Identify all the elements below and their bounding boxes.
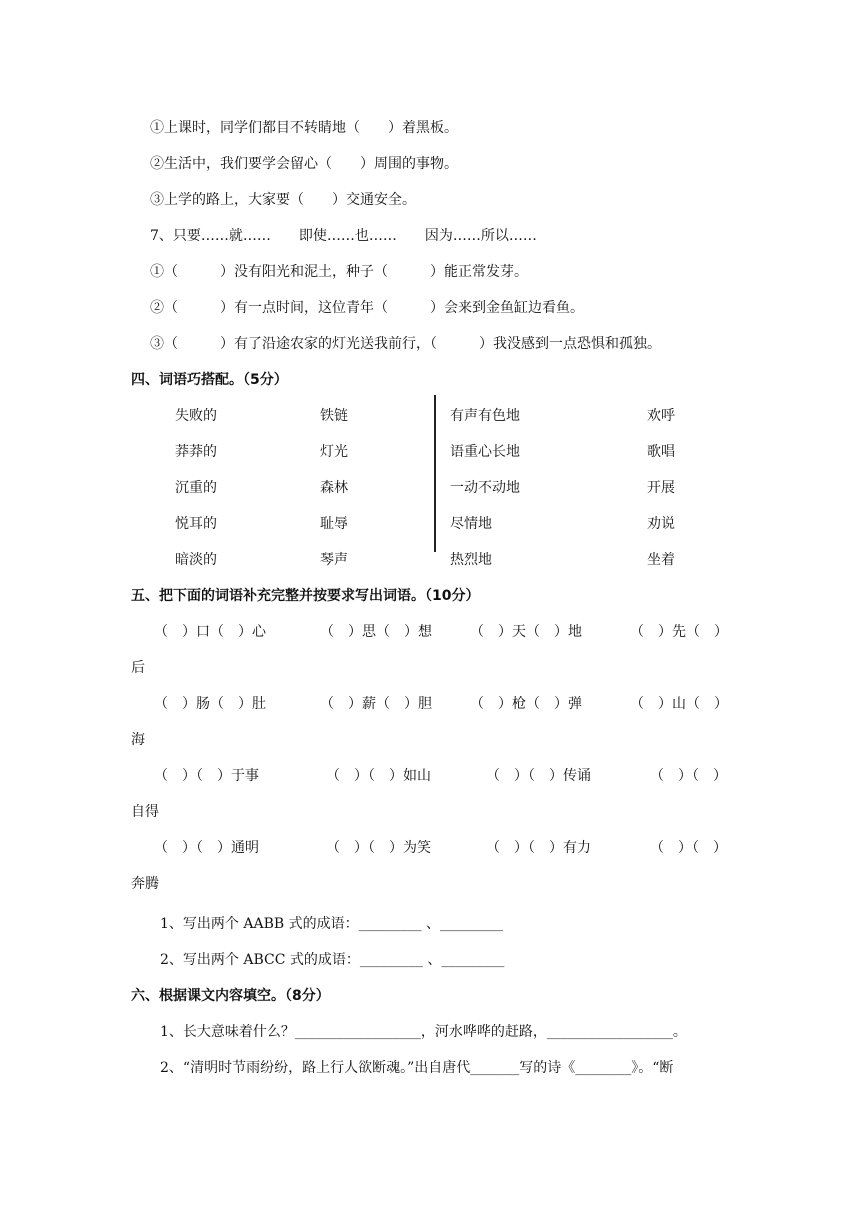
word-col3-item: 语重心长地 bbox=[450, 444, 520, 460]
idiom-row-3-wrap: 自得 bbox=[131, 804, 159, 820]
section-6-question-2: 2、“清明时节雨纷纷，路上行人欲断魂。”出自唐代_______写的诗《________》。“断 bbox=[160, 1060, 674, 1076]
q6-sentence-3: ③上学的路上，大家要（ ）交通安全。 bbox=[150, 192, 416, 208]
word-col1-item: 暗淡的 bbox=[175, 552, 217, 568]
idiom-blank: （ ）肠（ ）肚 bbox=[154, 696, 266, 712]
word-col3-item: 尽情地 bbox=[450, 516, 492, 532]
idiom-blank: （ ）先（ ） bbox=[630, 624, 728, 640]
idiom-blank: （ ）枪（ ）弹 bbox=[470, 696, 582, 712]
q7-sentence-1: ①（ ）没有阳光和泥土，种子（ ）能正常发芽。 bbox=[150, 264, 528, 280]
aabb-question: 1、写出两个 AABB 式的成语：_________ 、_________ bbox=[160, 916, 504, 932]
section-5-title: 五、把下面的词语补充完整并按要求写出词语。（10分） bbox=[131, 588, 480, 604]
column-divider bbox=[434, 395, 436, 552]
idiom-blank: （ ）（ ）为笑 bbox=[326, 840, 431, 856]
idiom-row-1-wrap: 后 bbox=[131, 660, 145, 676]
word-col2-item: 耻辱 bbox=[320, 516, 348, 532]
section-6-title: 六、根据课文内容填空。（8分） bbox=[131, 988, 330, 1004]
idiom-blank: （ ）口（ ）心 bbox=[154, 624, 266, 640]
idiom-row-4-wrap: 奔腾 bbox=[131, 876, 159, 892]
word-col2-item: 铁链 bbox=[320, 408, 348, 424]
idiom-blank: （ ）思（ ）想 bbox=[320, 624, 432, 640]
q7-sentence-3: ③（ ）有了沿途农家的灯光送我前行，（ ）我没感到一点恐惧和孤独。 bbox=[150, 336, 661, 352]
word-col4-item: 欢呼 bbox=[647, 408, 675, 424]
word-col1-item: 沉重的 bbox=[175, 480, 217, 496]
word-col2-item: 森林 bbox=[320, 480, 348, 496]
section-4-title: 四、词语巧搭配。（5分） bbox=[131, 372, 288, 388]
q6-sentence-2: ②生活中，我们要学会留心（ ）周围的事物。 bbox=[150, 156, 458, 172]
word-col4-item: 坐着 bbox=[647, 552, 675, 568]
idiom-blank: （ ）（ ） bbox=[650, 840, 727, 856]
word-col3-item: 有声有色地 bbox=[450, 408, 520, 424]
idiom-blank: （ ）天（ ）地 bbox=[470, 624, 582, 640]
q6-sentence-1: ①上课时，同学们都目不转睛地（ ）着黑板。 bbox=[150, 120, 458, 136]
idiom-row-2-wrap: 海 bbox=[131, 732, 145, 748]
idiom-blank: （ ）（ ）于事 bbox=[154, 768, 259, 784]
idiom-blank: （ ）（ ）传诵 bbox=[486, 768, 591, 784]
idiom-blank: （ ）薪（ ）胆 bbox=[320, 696, 432, 712]
idiom-blank: （ ）（ ） bbox=[650, 768, 727, 784]
word-col1-item: 悦耳的 bbox=[175, 516, 217, 532]
abcc-question: 2、写出两个 ABCC 式的成语：_________ 、_________ bbox=[160, 952, 505, 968]
idiom-blank: （ ）（ ）通明 bbox=[154, 840, 259, 856]
q7-header: 7、只要……就…… 即使……也…… 因为……所以…… bbox=[150, 228, 537, 244]
word-col2-item: 灯光 bbox=[320, 444, 348, 460]
word-col2-item: 琴声 bbox=[320, 552, 348, 568]
word-col1-item: 失败的 bbox=[175, 408, 217, 424]
idiom-blank: （ ）（ ）有力 bbox=[486, 840, 591, 856]
word-col4-item: 开展 bbox=[647, 480, 675, 496]
word-col3-item: 热烈地 bbox=[450, 552, 492, 568]
word-col3-item: 一动不动地 bbox=[450, 480, 520, 496]
word-col4-item: 歌唱 bbox=[647, 444, 675, 460]
q7-sentence-2: ②（ ）有一点时间，这位青年（ ）会来到金鱼缸边看鱼。 bbox=[150, 300, 584, 316]
section-6-question-1: 1、长大意味着什么？__________________，河水哗哗的赶路，__________________。 bbox=[160, 1024, 687, 1040]
word-col1-item: 莽莽的 bbox=[175, 444, 217, 460]
idiom-blank: （ ）山（ ） bbox=[630, 696, 728, 712]
idiom-blank: （ ）（ ）如山 bbox=[326, 768, 431, 784]
word-col4-item: 劝说 bbox=[647, 516, 675, 532]
